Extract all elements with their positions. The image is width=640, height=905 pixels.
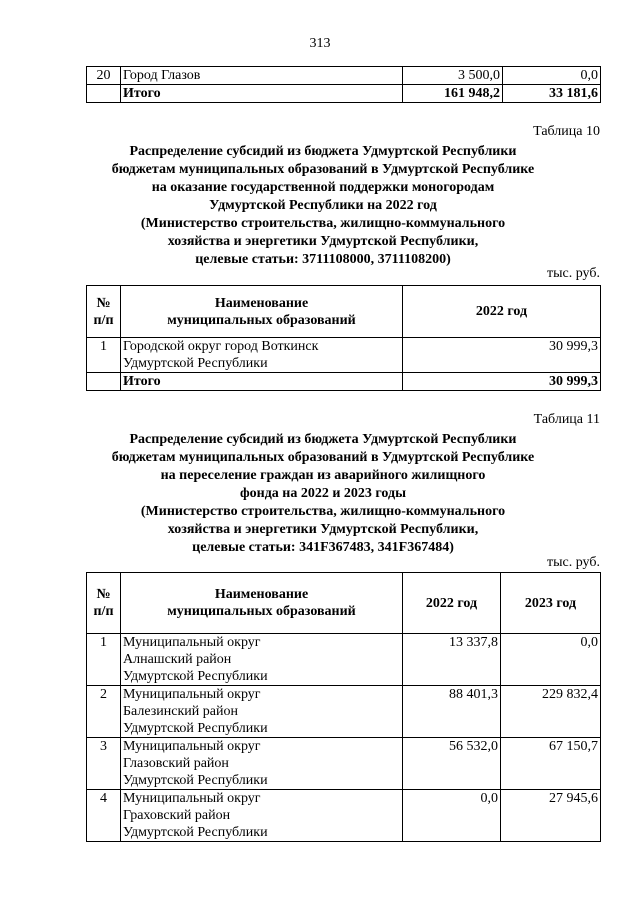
row-number: 3 bbox=[87, 738, 121, 790]
value-cell: 3 500,0 bbox=[403, 67, 503, 85]
value-cell: 0,0 bbox=[503, 67, 601, 85]
title-line: хозяйства и энергетики Удмуртской Республики, bbox=[167, 522, 479, 537]
row-number: 20 bbox=[87, 67, 121, 85]
title-line: на оказание государственной поддержки моногородам bbox=[151, 180, 495, 195]
header-row bbox=[87, 286, 601, 338]
value-cell: 0,0 bbox=[501, 634, 601, 686]
row-number: 1 bbox=[87, 634, 121, 686]
header-2023: 2023 год bbox=[501, 573, 601, 634]
table10 bbox=[86, 285, 601, 391]
municipality-name: Муниципальный округ Алнашский район Удмуртской Республики bbox=[121, 634, 403, 686]
municipality-name: Муниципальный округ Балезинский район Удмуртской Республики bbox=[121, 686, 403, 738]
municipality-name: Город Глазов bbox=[121, 67, 403, 85]
table-row bbox=[87, 738, 601, 790]
total-value: 161 948,2 bbox=[403, 85, 503, 103]
value-cell: 13 337,8 bbox=[403, 634, 501, 686]
header-name: Наименование муниципальных образований bbox=[121, 286, 403, 338]
units-label: тыс. руб. bbox=[547, 266, 600, 281]
title-line: целевые статьи: 3711108000, 3711108200) bbox=[195, 252, 451, 267]
value-cell: 0,0 bbox=[403, 790, 501, 842]
value-cell: 67 150,7 bbox=[501, 738, 601, 790]
municipality-name: Муниципальный округ Глазовский район Удмуртской Республики bbox=[121, 738, 403, 790]
title-line: (Министерство строительства, жилищно-коммунального bbox=[140, 216, 506, 231]
units-label: тыс. руб. bbox=[547, 555, 600, 570]
total-value: 30 999,3 bbox=[403, 373, 601, 391]
table-row bbox=[87, 686, 601, 738]
header-row bbox=[87, 573, 601, 634]
municipality-name: Городской округ город Воткинск Удмуртской Республики bbox=[121, 338, 403, 373]
title-line: целевые статьи: 341F367483, 341F367484) bbox=[192, 540, 454, 555]
value-cell: 27 945,6 bbox=[501, 790, 601, 842]
table10-caption: Таблица 10 bbox=[533, 124, 600, 139]
table-row bbox=[87, 338, 601, 373]
table11 bbox=[86, 572, 601, 842]
total-row bbox=[87, 373, 601, 391]
title-line: Распределение субсидий из бюджета Удмуртской Республики bbox=[129, 432, 517, 447]
value-cell: 56 532,0 bbox=[403, 738, 501, 790]
header-2022: 2022 год bbox=[403, 573, 501, 634]
title-line: Распределение субсидий из бюджета Удмуртской Республики bbox=[129, 144, 517, 159]
top-table bbox=[86, 66, 601, 103]
title-line: бюджетам муниципальных образований в Удмуртской Республике bbox=[111, 450, 535, 465]
total-label: Итого bbox=[121, 85, 403, 103]
header-2022: 2022 год bbox=[403, 286, 601, 338]
header-number: № п/п bbox=[87, 573, 121, 634]
row-number bbox=[87, 373, 121, 391]
title-line: фонда на 2022 и 2023 годы bbox=[239, 486, 407, 501]
row-number: 2 bbox=[87, 686, 121, 738]
value-cell: 88 401,3 bbox=[403, 686, 501, 738]
title-line: бюджетам муниципальных образований в Удмуртской Республике bbox=[111, 162, 535, 177]
table11-title bbox=[88, 431, 558, 557]
page-number: 313 bbox=[309, 36, 331, 51]
title-line: Удмуртской Республики на 2022 год bbox=[209, 198, 437, 213]
row-number bbox=[87, 85, 121, 103]
row-number: 4 bbox=[87, 790, 121, 842]
table11-caption: Таблица 11 bbox=[533, 412, 600, 427]
value-cell: 30 999,3 bbox=[403, 338, 601, 373]
table10-title bbox=[88, 143, 558, 269]
row-number: 1 bbox=[87, 338, 121, 373]
header-number: № п/п bbox=[87, 286, 121, 338]
table-row bbox=[87, 634, 601, 686]
header-name: Наименование муниципальных образований bbox=[121, 573, 403, 634]
municipality-name: Муниципальный округ Граховский район Удмуртской Республики bbox=[121, 790, 403, 842]
table-row bbox=[87, 67, 601, 85]
total-value: 33 181,6 bbox=[503, 85, 601, 103]
title-line: на переселение граждан из аварийного жилищного bbox=[160, 468, 486, 483]
title-line: (Министерство строительства, жилищно-коммунального bbox=[140, 504, 506, 519]
value-cell: 229 832,4 bbox=[501, 686, 601, 738]
total-row bbox=[87, 85, 601, 103]
total-label: Итого bbox=[121, 373, 403, 391]
title-line: хозяйства и энергетики Удмуртской Республики, bbox=[167, 234, 479, 249]
table-row bbox=[87, 790, 601, 842]
